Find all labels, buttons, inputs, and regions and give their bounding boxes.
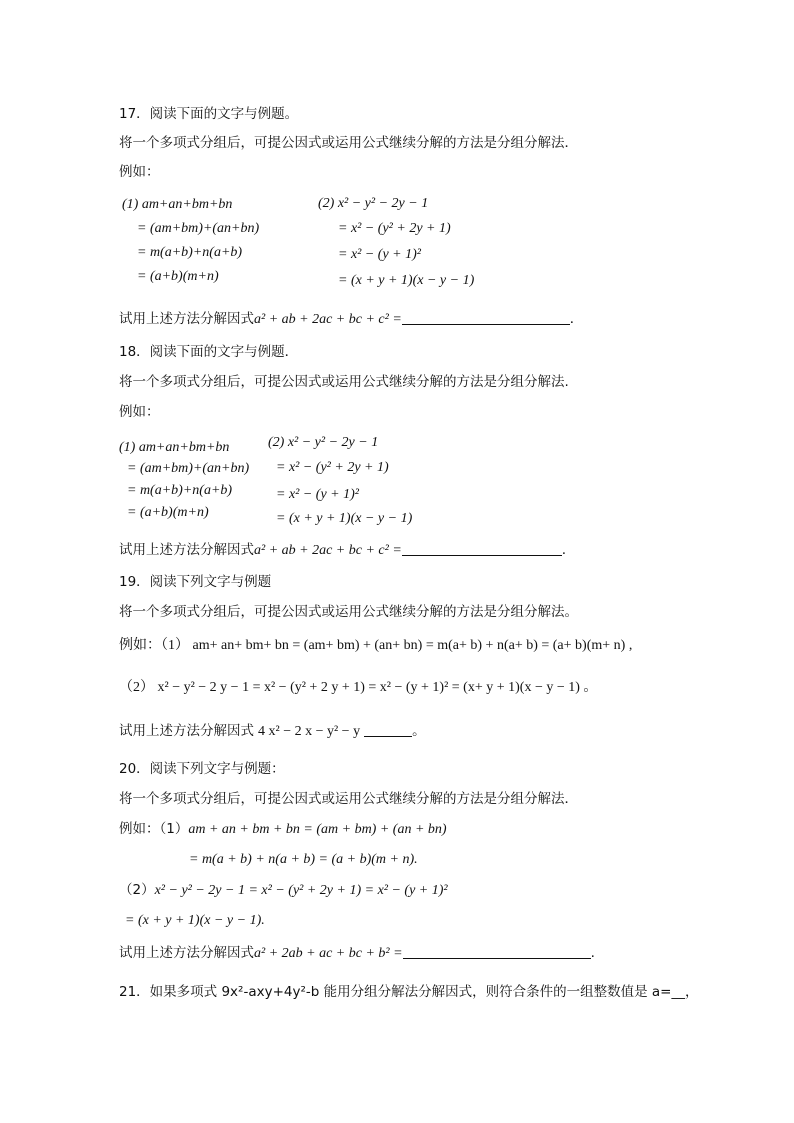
- q19-task: [119, 722, 426, 741]
- q20-example-2: [119, 881, 448, 900]
- q18-answer-blank[interactable]: [402, 541, 562, 556]
- q20-task-prefix: 试用上述方法分解因式: [119, 945, 254, 961]
- q20-ex1-label: 例如：（1）: [119, 821, 189, 837]
- q18-ex1-line3: = m(a+b)+n(a+b): [127, 483, 233, 498]
- q20-task: [119, 944, 595, 963]
- q20-answer-blank[interactable]: [403, 944, 591, 959]
- q17-answer-blank[interactable]: [402, 310, 570, 325]
- q17-ex1-line1: (1) am+an+bm+bn: [122, 197, 233, 212]
- q17-example-label: 例如：: [119, 164, 160, 180]
- q20-task-suffix: .: [590, 945, 595, 961]
- q18-ex2-line2: = x² − (y² + 2y + 1): [276, 460, 389, 475]
- q17-ex1-line3: = m(a+b)+n(a+b): [137, 245, 243, 260]
- q18-intro: 将一个多项式分组后，可提公因式或运用公式继续分解的方法是分组分解法.: [119, 374, 569, 390]
- q17-ex2-line2: = x² − (y² + 2y + 1): [338, 221, 451, 236]
- q20-ex1-line1: am + an + bm + bn = (am + bm) + (an + bn): [188, 822, 447, 837]
- q17-task-prefix: 试用上述方法分解因式: [119, 311, 254, 327]
- q20-example-1: [119, 820, 447, 839]
- q20-heading: 20．阅读下列文字与例题：: [119, 761, 285, 777]
- q17-task: [119, 310, 583, 329]
- q18-task-expr: a² + ab + 2ac + bc + c² =: [254, 543, 402, 558]
- q20-ex2-line2: = (x + y + 1)(x − y − 1).: [125, 913, 265, 928]
- q18-ex1-line4: = (a+b)(m+n): [127, 505, 209, 520]
- q18-task: [119, 541, 566, 560]
- q18-example-label: 例如：: [119, 404, 160, 420]
- q20-ex2-line1: x² − y² − 2y − 1 = x² − (y² + 2y + 1) = x² − (y + 1)²: [154, 883, 448, 898]
- q18-ex2-line3: = x² − (y + 1)²: [276, 487, 359, 502]
- q20-task-expr: a² + 2ab + ac + bc + b² =: [254, 946, 403, 961]
- q18-ex1-line2: = (am+bm)+(an+bn): [127, 461, 250, 476]
- q20-ex2-label: （2）: [119, 882, 155, 898]
- q19-heading: 19．阅读下列文字与例题: [119, 574, 272, 590]
- q19-answer-blank[interactable]: [364, 722, 412, 737]
- q18-task-suffix: .: [561, 542, 567, 558]
- q19-task-suffix: 。: [412, 723, 426, 739]
- q17-task-expr: a² + ab + 2ac + bc + c² =: [254, 312, 402, 327]
- q20-intro: 将一个多项式分组后，可提公因式或运用公式继续分解的方法是分组分解法．: [119, 791, 578, 807]
- q18-ex2-line4: = (x + y + 1)(x − y − 1): [276, 511, 413, 526]
- q18-task-prefix: 试用上述方法分解因式: [119, 542, 254, 558]
- q18-ex1-line1: (1) am+an+bm+bn: [119, 440, 230, 455]
- q17-ex2-line4: = (x + y + 1)(x − y − 1): [338, 273, 475, 288]
- q21-text: 21．如果多项式 9x²-axy+4y²-b 能用分组分解法分解因式，则符合条件的一组整数值是 a=__，: [119, 984, 699, 1000]
- q18-ex2-line1: (2) x² − y² − 2y − 1: [268, 435, 379, 450]
- q18-heading: 18．阅读下面的文字与例题．: [119, 344, 299, 360]
- q17-heading: 17．阅读下面的文字与例题。: [119, 106, 299, 122]
- q19-example-2: （2） x² − y² − 2 y − 1 = x² − (y² + 2 y + 1) = x² − (y + 1)² = (x+ y + 1)(x − y − 1) 。: [119, 680, 598, 695]
- q17-ex1-line4: = (a+b)(m+n): [137, 269, 219, 284]
- q17-ex2-line1: (2) x² − y² − 2y − 1: [318, 196, 429, 211]
- q19-task-expr: 4 x² − 2 x − y² − y: [258, 724, 361, 739]
- q17-task-suffix: ．: [569, 311, 584, 327]
- q17-ex1-line2: = (am+bm)+(an+bn): [137, 221, 260, 236]
- q20-ex1-line2: = m(a + b) + n(a + b) = (a + b)(m + n).: [189, 852, 418, 867]
- q19-example-1: 例如：（1） am+ an+ bm+ bn = (am+ bm) + (an+ bn) = m(a+ b) + n(a+ b) = (a+ b)(m+ n) ,: [119, 638, 633, 653]
- q17-ex2-line3: = x² − (y + 1)²: [338, 247, 421, 262]
- q17-intro: 将一个多项式分组后，可提公因式或运用公式继续分解的方法是分组分解法．: [119, 135, 578, 151]
- q19-task-prefix: 试用上述方法分解因式: [119, 723, 254, 739]
- q19-intro: 将一个多项式分组后，可提公因式或运用公式继续分解的方法是分组分解法。: [119, 604, 578, 620]
